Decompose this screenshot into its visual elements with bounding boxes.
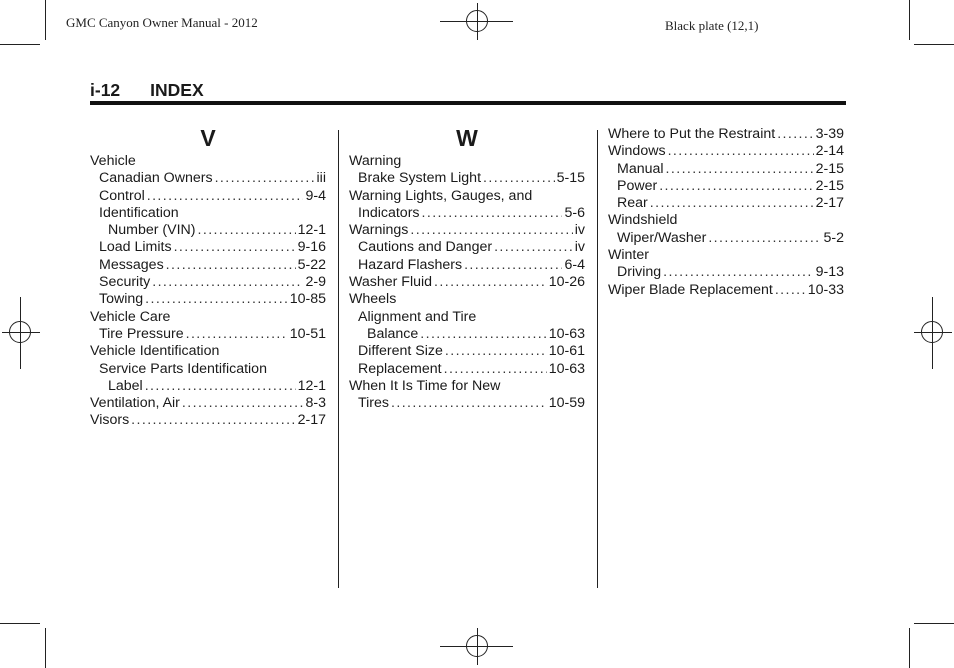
index-entry (90, 291, 326, 308)
index-entry (90, 205, 326, 222)
leader-dots (663, 264, 813, 281)
index-entry-term: Hazard Flashers (358, 256, 463, 273)
index-entry-page: 5-15 (556, 170, 585, 187)
index-column-w-continued (608, 126, 844, 299)
index-entry-page: 2-17 (297, 412, 326, 429)
index-entry-page: 2-15 (815, 177, 844, 194)
index-entry-page: 5-6 (564, 204, 585, 221)
leader-dots (668, 143, 814, 160)
index-entry (90, 257, 326, 274)
index-column-w (349, 126, 585, 412)
index-entry-term: Load Limits (99, 239, 172, 256)
index-entry-term: Washer Fluid (349, 274, 433, 291)
index-entry (90, 343, 326, 360)
crop-mark (909, 0, 910, 40)
index-entry (90, 309, 326, 326)
leader-dots (483, 170, 555, 187)
index-entry-term: Wiper/Washer (617, 229, 707, 246)
index-entry (90, 361, 326, 378)
index-entry-page: 12-1 (297, 377, 326, 394)
leader-dots (152, 274, 303, 291)
section-title: INDEX (150, 80, 204, 100)
leader-dots (186, 326, 288, 343)
index-letter-heading: V (200, 125, 216, 151)
index-entry (90, 188, 326, 205)
index-entry-term: Cautions and Danger (358, 239, 493, 256)
index-entry-page: 9-4 (305, 187, 326, 204)
crop-mark (909, 628, 910, 668)
leader-dots (410, 222, 572, 239)
index-entry (349, 205, 585, 222)
index-entry (349, 257, 585, 274)
index-entry-page: 8-3 (305, 395, 326, 412)
index-entry-page: 2-9 (305, 274, 326, 291)
index-entry (349, 274, 585, 291)
index-entry-page: 2-14 (815, 143, 844, 160)
leader-dots (434, 274, 547, 291)
index-entry-term: Towing (99, 291, 144, 308)
index-entry (349, 343, 585, 360)
leader-dots (775, 282, 806, 299)
index-entry-term: Number (VIN) (108, 222, 196, 239)
index-entry-page: 10-51 (289, 325, 326, 342)
index-entry-term: When It Is Time for New (349, 377, 501, 394)
column-divider (338, 130, 339, 588)
index-entry (90, 326, 326, 343)
index-entry-term: Label (108, 377, 143, 394)
index-entry (349, 326, 585, 343)
index-entry-term: Replacement (358, 360, 442, 377)
leader-dots (659, 178, 813, 195)
leader-dots (182, 395, 304, 412)
column-divider (597, 130, 598, 588)
leader-dots (445, 343, 547, 360)
index-entry-term: Driving (617, 264, 662, 281)
index-entry-term: Messages (99, 256, 164, 273)
leader-dots (131, 412, 295, 429)
index-entry-page: 10-33 (807, 281, 844, 298)
index-entry (349, 239, 585, 256)
index-entry-page: 5-2 (823, 229, 844, 246)
index-entry (349, 153, 585, 170)
leader-dots (174, 239, 296, 256)
index-entry (608, 161, 844, 178)
crop-mark (914, 44, 954, 45)
index-entry (90, 153, 326, 170)
page-number: i-12 (90, 80, 121, 100)
index-entry-page: 10-61 (548, 343, 585, 360)
index-entry-page: 6-4 (564, 256, 585, 273)
index-entry-term: Balance (367, 325, 419, 342)
index-entry (90, 412, 326, 429)
manual-title: GMC Canyon Owner Manual - 2012 (66, 15, 258, 30)
index-entry-term: Wheels (349, 291, 397, 308)
index-entry-term: Visors (90, 412, 130, 429)
leader-dots (145, 291, 288, 308)
index-column-v (90, 126, 326, 430)
plate-label: Black plate (12,1) (665, 18, 759, 33)
index-entry-term: Windows (608, 143, 666, 160)
index-entry-page: 10-85 (289, 291, 326, 308)
leader-dots (147, 188, 304, 205)
index-entry-term: Rear (617, 195, 648, 212)
leader-dots (420, 326, 546, 343)
index-entry-page: iii (316, 170, 326, 187)
index-entry-term: Canadian Owners (99, 170, 213, 187)
index-entry-term: Different Size (358, 343, 443, 360)
index-entry (608, 230, 844, 247)
index-entry-term: Vehicle Identification (90, 343, 220, 360)
leader-dots (145, 378, 296, 395)
index-entry (349, 309, 585, 326)
index-entry (90, 395, 326, 412)
index-entry (608, 178, 844, 195)
index-entry-term: Where to Put the Restraint (608, 126, 776, 142)
index-entry (90, 239, 326, 256)
leader-dots (198, 222, 296, 239)
crop-mark (914, 623, 954, 624)
index-entry (90, 378, 326, 395)
index-entry-term: Tire Pressure (99, 325, 184, 342)
index-entry (90, 274, 326, 291)
leader-dots (494, 239, 573, 256)
index-entry-page: 10-59 (548, 395, 585, 412)
index-entry-term: Windshield (608, 212, 678, 229)
index-entry-term: Indicators (358, 204, 420, 221)
index-entry-term: Winter (608, 247, 649, 264)
index-letter-heading: W (456, 125, 478, 151)
index-entry-term: Brake System Light (358, 170, 482, 187)
index-entry-page: 9-13 (815, 264, 844, 281)
index-entry-term: Ventilation, Air (90, 395, 180, 412)
index-entry (608, 143, 844, 160)
index-entry-page: 10-63 (548, 360, 585, 377)
index-entry (608, 282, 844, 299)
index-entry (90, 170, 326, 187)
index-entry (349, 291, 585, 308)
index-entry (608, 126, 844, 143)
index-entry-term: Warning (349, 153, 402, 169)
index-entry-page: 3-39 (815, 126, 844, 142)
index-entry (349, 188, 585, 205)
leader-dots (215, 170, 315, 187)
page-heading (90, 80, 204, 101)
header-rule (90, 101, 846, 105)
crop-mark (45, 0, 46, 40)
index-entry-term: Identification (99, 204, 179, 221)
index-entry-term: Power (617, 177, 658, 194)
index-entry-term: Security (99, 274, 151, 291)
index-entry-page: 2-15 (815, 160, 844, 177)
index-entry-page: 9-16 (297, 239, 326, 256)
index-entry (349, 378, 585, 395)
crop-mark (0, 44, 40, 45)
leader-dots (166, 257, 296, 274)
index-entry-term: Manual (617, 160, 664, 177)
index-entry-page: iv (574, 239, 585, 256)
index-entry (349, 222, 585, 239)
index-entry (349, 395, 585, 412)
index-entry-term: Warning Lights, Gauges, and (349, 187, 533, 204)
leader-dots (708, 230, 821, 247)
index-entry (608, 212, 844, 229)
index-entry (608, 247, 844, 264)
index-entry (90, 222, 326, 239)
leader-dots (444, 361, 547, 378)
index-entry-term: Wiper Blade Replacement (608, 281, 773, 298)
index-entry-term: Warnings (349, 222, 409, 239)
leader-dots (391, 395, 547, 412)
index-entry-term: Vehicle (90, 153, 136, 169)
index-entry (608, 195, 844, 212)
index-entry-term: Service Parts Identification (99, 360, 267, 377)
index-entry-page: 2-17 (815, 195, 844, 212)
index-entry (349, 170, 585, 187)
index-entry-term: Tires (358, 395, 390, 412)
index-entry-term: Alignment and Tire (358, 308, 477, 325)
leader-dots (650, 195, 814, 212)
index-entry (349, 361, 585, 378)
index-entry-term: Vehicle Care (90, 308, 171, 325)
leader-dots (666, 161, 814, 178)
index-entry (608, 264, 844, 281)
crop-mark (45, 628, 46, 668)
crop-mark (0, 623, 40, 624)
index-entry-page: iv (574, 222, 585, 239)
leader-dots (777, 126, 813, 143)
index-entry-page: 10-26 (548, 274, 585, 291)
index-entry-page: 12-1 (297, 222, 326, 239)
leader-dots (422, 205, 563, 222)
index-entry-term: Control (99, 187, 145, 204)
index-entry-page: 5-22 (297, 256, 326, 273)
index-entry-page: 10-63 (548, 325, 585, 342)
leader-dots (464, 257, 562, 274)
